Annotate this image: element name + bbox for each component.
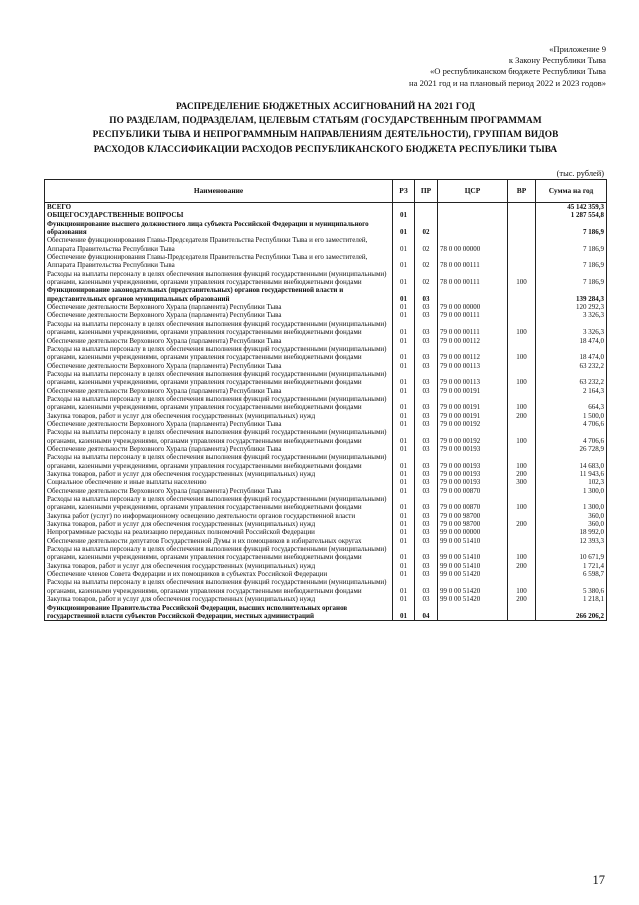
table-row — [45, 470, 607, 478]
table-row — [45, 286, 607, 303]
cell-vr: 200 — [508, 562, 536, 570]
title-line: ПО РАЗДЕЛАМ, ПОДРАЗДЕЛАМ, ЦЕЛЕВЫМ СТАТЬЯМ (ГОСУДАРСТВЕННЫМ ПРОГРАММАМ — [109, 116, 542, 127]
units-label: (тыс. рублей) — [556, 169, 604, 178]
table-row — [45, 578, 607, 595]
cell-pr: 03 — [415, 362, 438, 370]
cell-sum: 360,0 — [536, 512, 607, 520]
cell-csr: 79 0 00 00113 — [438, 370, 508, 387]
cell-sum: 3 326,3 — [536, 311, 607, 319]
cell-csr: 79 0 00 00870 — [438, 487, 508, 495]
cell-vr — [508, 512, 536, 520]
cell-csr: 79 0 00 00193 — [438, 478, 508, 486]
cell-csr — [438, 286, 508, 303]
cell-csr: 79 0 00 00191 — [438, 395, 508, 412]
cell-rz: 01 — [393, 528, 415, 536]
appendix-line: к Закону Республики Тыва — [508, 55, 606, 66]
table-row — [45, 345, 607, 362]
cell-rz: 01 — [393, 303, 415, 311]
cell-rz: 01 — [393, 478, 415, 486]
cell-csr — [438, 211, 508, 219]
cell-csr: 78 0 00 00111 — [438, 253, 508, 270]
table-row — [45, 520, 607, 528]
cell-name: Расходы на выплаты персоналу в целях обеспечения выполнения функций государственными (муниципальными) органами, казенными учреждениями, органами управления государственными внебюджетными фондами — [45, 320, 393, 337]
cell-csr: 79 0 00 00112 — [438, 345, 508, 362]
cell-rz: 01 — [393, 537, 415, 545]
cell-sum: 7 186,9 — [536, 253, 607, 270]
cell-csr: 79 0 00 00191 — [438, 412, 508, 420]
cell-csr: 79 0 00 00112 — [438, 337, 508, 345]
cell-vr — [508, 445, 536, 453]
cell-vr — [508, 528, 536, 536]
cell-pr: 02 — [415, 220, 438, 237]
cell-name: Обеспечение деятельности Верховного Хурала (парламента) Республики Тыва — [45, 445, 393, 453]
cell-sum: 7 186,9 — [536, 270, 607, 287]
cell-rz: 01 — [393, 387, 415, 395]
cell-csr: 78 0 00 00111 — [438, 270, 508, 287]
cell-name: Обеспечение деятельности Верховного Хурала (парламента) Республики Тыва — [45, 311, 393, 319]
cell-vr: 100 — [508, 270, 536, 287]
table-row — [45, 370, 607, 387]
cell-name: Расходы на выплаты персоналу в целях обеспечения выполнения функций государственными (муниципальными) органами, казенными учреждениями, органами управления государственными внебюджетными фондами — [45, 545, 393, 562]
cell-pr: 03 — [415, 286, 438, 303]
cell-name: Непрограммные расходы на реализацию переданных полномочий Российской Федерации — [45, 528, 393, 536]
cell-vr — [508, 570, 536, 578]
cell-sum: 63 232,2 — [536, 370, 607, 387]
cell-rz: 01 — [393, 570, 415, 578]
cell-name: Функционирование законодательных (представительных) органов государственной власти и представительных органов муниципальных образований — [45, 286, 393, 303]
cell-vr — [508, 311, 536, 319]
cell-sum: 1 300,0 — [536, 487, 607, 495]
cell-name: Расходы на выплаты персоналу в целях обеспечения выполнения функций государственными (муниципальными) органами, казенными учреждениями, органами управления государственными внебюджетными фондами — [45, 428, 393, 445]
cell-rz: 01 — [393, 311, 415, 319]
cell-rz: 01 — [393, 453, 415, 470]
table-row — [45, 253, 607, 270]
cell-csr: 99 0 00 51410 — [438, 562, 508, 570]
cell-sum: 7 186,9 — [536, 220, 607, 237]
cell-vr: 100 — [508, 545, 536, 562]
cell-name: Расходы на выплаты персоналу в целях обеспечения выполнения функций государственными (муниципальными) органами, казенными учреждениями, органами управления государственными внебюджетными фондами — [45, 270, 393, 287]
cell-rz: 01 — [393, 395, 415, 412]
cell-name: Функционирование Правительства Российской Федерации, высших исполнительных органов государственной власти субъектов Российской Федерации, местных администраций — [45, 604, 393, 621]
cell-name: Закупка товаров, работ и услуг для обеспечения государственных (муниципальных) нужд — [45, 562, 393, 570]
cell-sum: 139 284,3 — [536, 286, 607, 303]
cell-sum: 5 380,6 — [536, 578, 607, 595]
cell-csr: 99 0 00 00000 — [438, 528, 508, 536]
cell-vr — [508, 286, 536, 303]
cell-pr: 03 — [415, 453, 438, 470]
cell-name: Закупка товаров, работ и услуг для обеспечения государственных (муниципальных) нужд — [45, 412, 393, 420]
cell-name: ВСЕГО — [45, 203, 393, 212]
cell-rz: 01 — [393, 512, 415, 520]
cell-pr: 03 — [415, 520, 438, 528]
cell-name: Обеспечение членов Совета Федерации и их помощников в субъектах Российской Федерации — [45, 570, 393, 578]
cell-rz: 01 — [393, 445, 415, 453]
table-row — [45, 428, 607, 445]
cell-vr: 300 — [508, 478, 536, 486]
cell-sum: 1 218,1 — [536, 595, 607, 603]
table-row — [45, 220, 607, 237]
table-row — [45, 270, 607, 287]
cell-vr — [508, 387, 536, 395]
cell-vr — [508, 537, 536, 545]
cell-csr: 99 0 00 51420 — [438, 595, 508, 603]
table-row — [45, 545, 607, 562]
cell-rz: 01 — [393, 337, 415, 345]
cell-sum: 1 500,0 — [536, 412, 607, 420]
cell-csr: 79 0 00 00192 — [438, 428, 508, 445]
cell-name: Обеспечение деятельности Верховного Хурала (парламента) Республики Тыва — [45, 387, 393, 395]
cell-pr: 03 — [415, 303, 438, 311]
cell-sum: 664,3 — [536, 395, 607, 412]
cell-name: Расходы на выплаты персоналу в целях обеспечения выполнения функций государственными (муниципальными) органами, казенными учреждениями, органами управления государственными внебюджетными фондами — [45, 395, 393, 412]
cell-vr: 100 — [508, 395, 536, 412]
title-line: РАСПРЕДЕЛЕНИЕ БЮДЖЕТНЫХ АССИГНОВАНИЙ НА 2021 ГОД — [176, 102, 475, 112]
cell-vr: 200 — [508, 470, 536, 478]
cell-sum: 4 706,6 — [536, 420, 607, 428]
cell-pr: 03 — [415, 445, 438, 453]
cell-sum: 12 393,3 — [536, 537, 607, 545]
cell-sum: 14 683,0 — [536, 453, 607, 470]
cell-sum: 26 728,9 — [536, 445, 607, 453]
cell-sum: 1 721,4 — [536, 562, 607, 570]
cell-rz: 01 — [393, 595, 415, 603]
cell-csr — [438, 220, 508, 237]
table-row — [45, 303, 607, 311]
cell-pr: 03 — [415, 320, 438, 337]
cell-csr: 79 0 00 00113 — [438, 362, 508, 370]
cell-pr — [415, 211, 438, 219]
cell-vr — [508, 337, 536, 345]
table-header-row — [45, 180, 607, 203]
cell-pr: 03 — [415, 495, 438, 512]
cell-name: Обеспечение деятельности Верховного Хурала (парламента) Республики Тыва — [45, 303, 393, 311]
cell-pr: 03 — [415, 420, 438, 428]
cell-csr — [438, 604, 508, 621]
cell-name: Функционирование высшего должностного лица субъекта Российской Федерации и муниципального образования — [45, 220, 393, 237]
cell-rz: 01 — [393, 562, 415, 570]
table-row — [45, 487, 607, 495]
cell-pr: 03 — [415, 412, 438, 420]
cell-sum: 45 142 359,3 — [536, 203, 607, 212]
cell-sum: 10 671,9 — [536, 545, 607, 562]
cell-rz: 01 — [393, 495, 415, 512]
cell-pr: 03 — [415, 528, 438, 536]
cell-csr: 79 0 00 00191 — [438, 387, 508, 395]
cell-vr: 100 — [508, 428, 536, 445]
cell-name: Обеспечение функционирования Главы-Председателя Правительства Республики Тыва и его заместителей, Аппарата Правительства Республики Тыва — [45, 253, 393, 270]
appendix-note — [409, 44, 606, 89]
cell-rz: 01 — [393, 211, 415, 219]
cell-csr: 79 0 00 98700 — [438, 520, 508, 528]
cell-pr: 03 — [415, 311, 438, 319]
cell-sum: 266 206,2 — [536, 604, 607, 621]
cell-vr: 200 — [508, 412, 536, 420]
cell-csr: 79 0 00 00193 — [438, 453, 508, 470]
cell-pr: 03 — [415, 387, 438, 395]
cell-vr — [508, 487, 536, 495]
cell-vr — [508, 362, 536, 370]
cell-name: Обеспечение деятельности Верховного Хурала (парламента) Республики Тыва — [45, 362, 393, 370]
cell-sum: 6 598,7 — [536, 570, 607, 578]
cell-rz: 01 — [393, 412, 415, 420]
cell-pr: 03 — [415, 487, 438, 495]
cell-pr: 02 — [415, 253, 438, 270]
cell-pr: 03 — [415, 595, 438, 603]
column-header-name: Наименование — [45, 180, 393, 203]
title-line: РАСХОДОВ КЛАССИФИКАЦИИ РАСХОДОВ РЕСПУБЛИКАНСКОГО БЮДЖЕТА РЕСПУБЛИКИ ТЫВА — [93, 144, 558, 155]
cell-sum: 63 232,2 — [536, 362, 607, 370]
cell-csr: 99 0 00 51420 — [438, 570, 508, 578]
cell-csr: 79 0 00 00193 — [438, 445, 508, 453]
cell-pr: 03 — [415, 345, 438, 362]
table-row — [45, 537, 607, 545]
cell-csr: 79 0 00 00111 — [438, 320, 508, 337]
table-row — [45, 211, 607, 219]
cell-sum: 18 992,0 — [536, 528, 607, 536]
cell-csr: 79 0 00 00192 — [438, 420, 508, 428]
title-line: РЕСПУБЛИКИ ТЫВА И НЕПРОГРАММНЫМ НАПРАВЛЕНИЯМ ДЕЯТЕЛЬНОСТИ), ГРУППАМ ВИДОВ — [92, 130, 559, 141]
cell-csr — [438, 203, 508, 212]
appendix-line: «О республиканском бюджете Республики Тыва — [429, 66, 606, 77]
cell-name: Социальное обеспечение и иные выплаты населению — [45, 478, 393, 486]
cell-vr: 100 — [508, 320, 536, 337]
cell-vr — [508, 303, 536, 311]
cell-name: Закупка товаров, работ и услуг для обеспечения государственных (муниципальных) нужд — [45, 470, 393, 478]
cell-name: Расходы на выплаты персоналу в целях обеспечения выполнения функций государственными (муниципальными) органами, казенными учреждениями, органами управления государственными внебюджетными фондами — [45, 453, 393, 470]
column-header-pr: ПР — [415, 180, 438, 203]
cell-csr: 79 0 00 00870 — [438, 495, 508, 512]
appendix-line: на 2021 год и на плановый период 2022 и 2023 годов» — [409, 77, 606, 88]
cell-sum: 3 326,3 — [536, 320, 607, 337]
table-row — [45, 453, 607, 470]
table-row — [45, 478, 607, 486]
column-header-sum: Сумма на год — [536, 180, 607, 203]
cell-pr: 02 — [415, 270, 438, 287]
cell-name: Расходы на выплаты персоналу в целях обеспечения выполнения функций государственными (муниципальными) органами, казенными учреждениями, органами управления государственными внебюджетными фондами — [45, 495, 393, 512]
cell-rz: 01 — [393, 545, 415, 562]
cell-pr: 03 — [415, 570, 438, 578]
cell-rz: 01 — [393, 420, 415, 428]
cell-csr: 78 0 00 00000 — [438, 236, 508, 253]
page-number: 17 — [592, 873, 605, 887]
cell-vr — [508, 236, 536, 253]
cell-name: Обеспечение деятельности Верховного Хурала (парламента) Республики Тыва — [45, 337, 393, 345]
cell-vr — [508, 604, 536, 621]
table-row — [45, 395, 607, 412]
table-body — [45, 203, 607, 621]
cell-csr: 99 0 00 51420 — [438, 578, 508, 595]
table-row — [45, 512, 607, 520]
cell-pr: 02 — [415, 236, 438, 253]
cell-csr: 99 0 00 51410 — [438, 537, 508, 545]
column-header-rz: РЗ — [393, 180, 415, 203]
cell-pr: 04 — [415, 604, 438, 621]
cell-pr — [415, 203, 438, 212]
cell-rz: 01 — [393, 487, 415, 495]
table-row — [45, 203, 607, 212]
cell-pr: 03 — [415, 428, 438, 445]
cell-vr: 100 — [508, 578, 536, 595]
table-row — [45, 528, 607, 536]
table-row — [45, 445, 607, 453]
cell-name: Закупка работ (услуг) по информационному освещению деятельности органов государственной власти — [45, 512, 393, 520]
cell-vr — [508, 211, 536, 219]
cell-sum: 120 292,3 — [536, 303, 607, 311]
cell-pr: 03 — [415, 537, 438, 545]
cell-pr: 03 — [415, 512, 438, 520]
cell-csr: 79 0 00 00193 — [438, 470, 508, 478]
cell-csr: 79 0 00 98700 — [438, 512, 508, 520]
cell-name: Обеспечение функционирования Главы-Председателя Правительства Республики Тыва и его заместителей, Аппарата Правительства Республики Тыва — [45, 236, 393, 253]
cell-rz: 01 — [393, 520, 415, 528]
cell-pr: 03 — [415, 470, 438, 478]
cell-rz: 01 — [393, 320, 415, 337]
cell-sum: 102,3 — [536, 478, 607, 486]
cell-sum: 11 943,6 — [536, 470, 607, 478]
cell-vr — [508, 220, 536, 237]
appendix-line: «Приложение 9 — [549, 44, 606, 54]
cell-pr: 03 — [415, 578, 438, 595]
cell-csr: 79 0 00 00000 — [438, 303, 508, 311]
cell-name: Закупка товаров, работ и услуг для обеспечения государственных (муниципальных) нужд — [45, 520, 393, 528]
budget-table — [44, 179, 607, 621]
cell-vr: 100 — [508, 345, 536, 362]
cell-name: Закупка товаров, работ и услуг для обеспечения государственных (муниципальных) нужд — [45, 595, 393, 603]
cell-vr — [508, 253, 536, 270]
cell-sum: 2 164,3 — [536, 387, 607, 395]
cell-vr: 100 — [508, 495, 536, 512]
cell-sum: 360,0 — [536, 520, 607, 528]
cell-sum: 1 300,0 — [536, 495, 607, 512]
table-row — [45, 412, 607, 420]
cell-sum: 1 287 554,8 — [536, 211, 607, 219]
table-row — [45, 420, 607, 428]
cell-pr: 03 — [415, 478, 438, 486]
cell-vr — [508, 420, 536, 428]
cell-rz: 01 — [393, 286, 415, 303]
cell-name: Обеспечение деятельности Верховного Хурала (парламента) Республики Тыва — [45, 420, 393, 428]
cell-name: Расходы на выплаты персоналу в целях обеспечения выполнения функций государственными (муниципальными) органами, казенными учреждениями, органами управления государственными внебюджетными фондами — [45, 578, 393, 595]
cell-vr: 100 — [508, 453, 536, 470]
cell-rz: 01 — [393, 428, 415, 445]
cell-csr: 79 0 00 00111 — [438, 311, 508, 319]
cell-rz: 01 — [393, 362, 415, 370]
cell-rz: 01 — [393, 604, 415, 621]
column-header-vr: ВР — [508, 180, 536, 203]
document-title — [40, 100, 611, 157]
cell-vr: 200 — [508, 520, 536, 528]
cell-csr: 99 0 00 51410 — [438, 545, 508, 562]
cell-rz — [393, 203, 415, 212]
cell-rz: 01 — [393, 370, 415, 387]
cell-sum: 18 474,0 — [536, 337, 607, 345]
table-row — [45, 495, 607, 512]
cell-pr: 03 — [415, 395, 438, 412]
cell-vr — [508, 203, 536, 212]
cell-rz: 01 — [393, 470, 415, 478]
cell-name: Расходы на выплаты персоналу в целях обеспечения выполнения функций государственными (муниципальными) органами, казенными учреждениями, органами управления государственными внебюджетными фондами — [45, 370, 393, 387]
table-row — [45, 337, 607, 345]
table-row — [45, 320, 607, 337]
table-row — [45, 362, 607, 370]
table-row — [45, 562, 607, 570]
table-row — [45, 604, 607, 621]
cell-rz: 01 — [393, 253, 415, 270]
cell-vr: 100 — [508, 370, 536, 387]
table-row — [45, 570, 607, 578]
table-row — [45, 236, 607, 253]
cell-rz: 01 — [393, 220, 415, 237]
cell-name: Обеспечение деятельности депутатов Государственной Думы и их помощников в избирательных округах — [45, 537, 393, 545]
cell-sum: 4 706,6 — [536, 428, 607, 445]
cell-rz: 01 — [393, 345, 415, 362]
cell-pr: 03 — [415, 562, 438, 570]
cell-sum: 18 474,0 — [536, 345, 607, 362]
cell-pr: 03 — [415, 370, 438, 387]
cell-pr: 03 — [415, 337, 438, 345]
table-row — [45, 311, 607, 319]
column-header-csr: ЦСР — [438, 180, 508, 203]
cell-pr: 03 — [415, 545, 438, 562]
cell-rz: 01 — [393, 236, 415, 253]
table-row — [45, 595, 607, 603]
cell-sum: 7 186,9 — [536, 236, 607, 253]
cell-name: ОБЩЕГОСУДАРСТВЕННЫЕ ВОПРОСЫ — [45, 211, 393, 219]
cell-rz: 01 — [393, 270, 415, 287]
cell-name: Расходы на выплаты персоналу в целях обеспечения выполнения функций государственными (муниципальными) органами, казенными учреждениями, органами управления государственными внебюджетными фондами — [45, 345, 393, 362]
cell-vr: 200 — [508, 595, 536, 603]
cell-rz: 01 — [393, 578, 415, 595]
cell-name: Обеспечение деятельности Верховного Хурала (парламента) Республики Тыва — [45, 487, 393, 495]
table-row — [45, 387, 607, 395]
